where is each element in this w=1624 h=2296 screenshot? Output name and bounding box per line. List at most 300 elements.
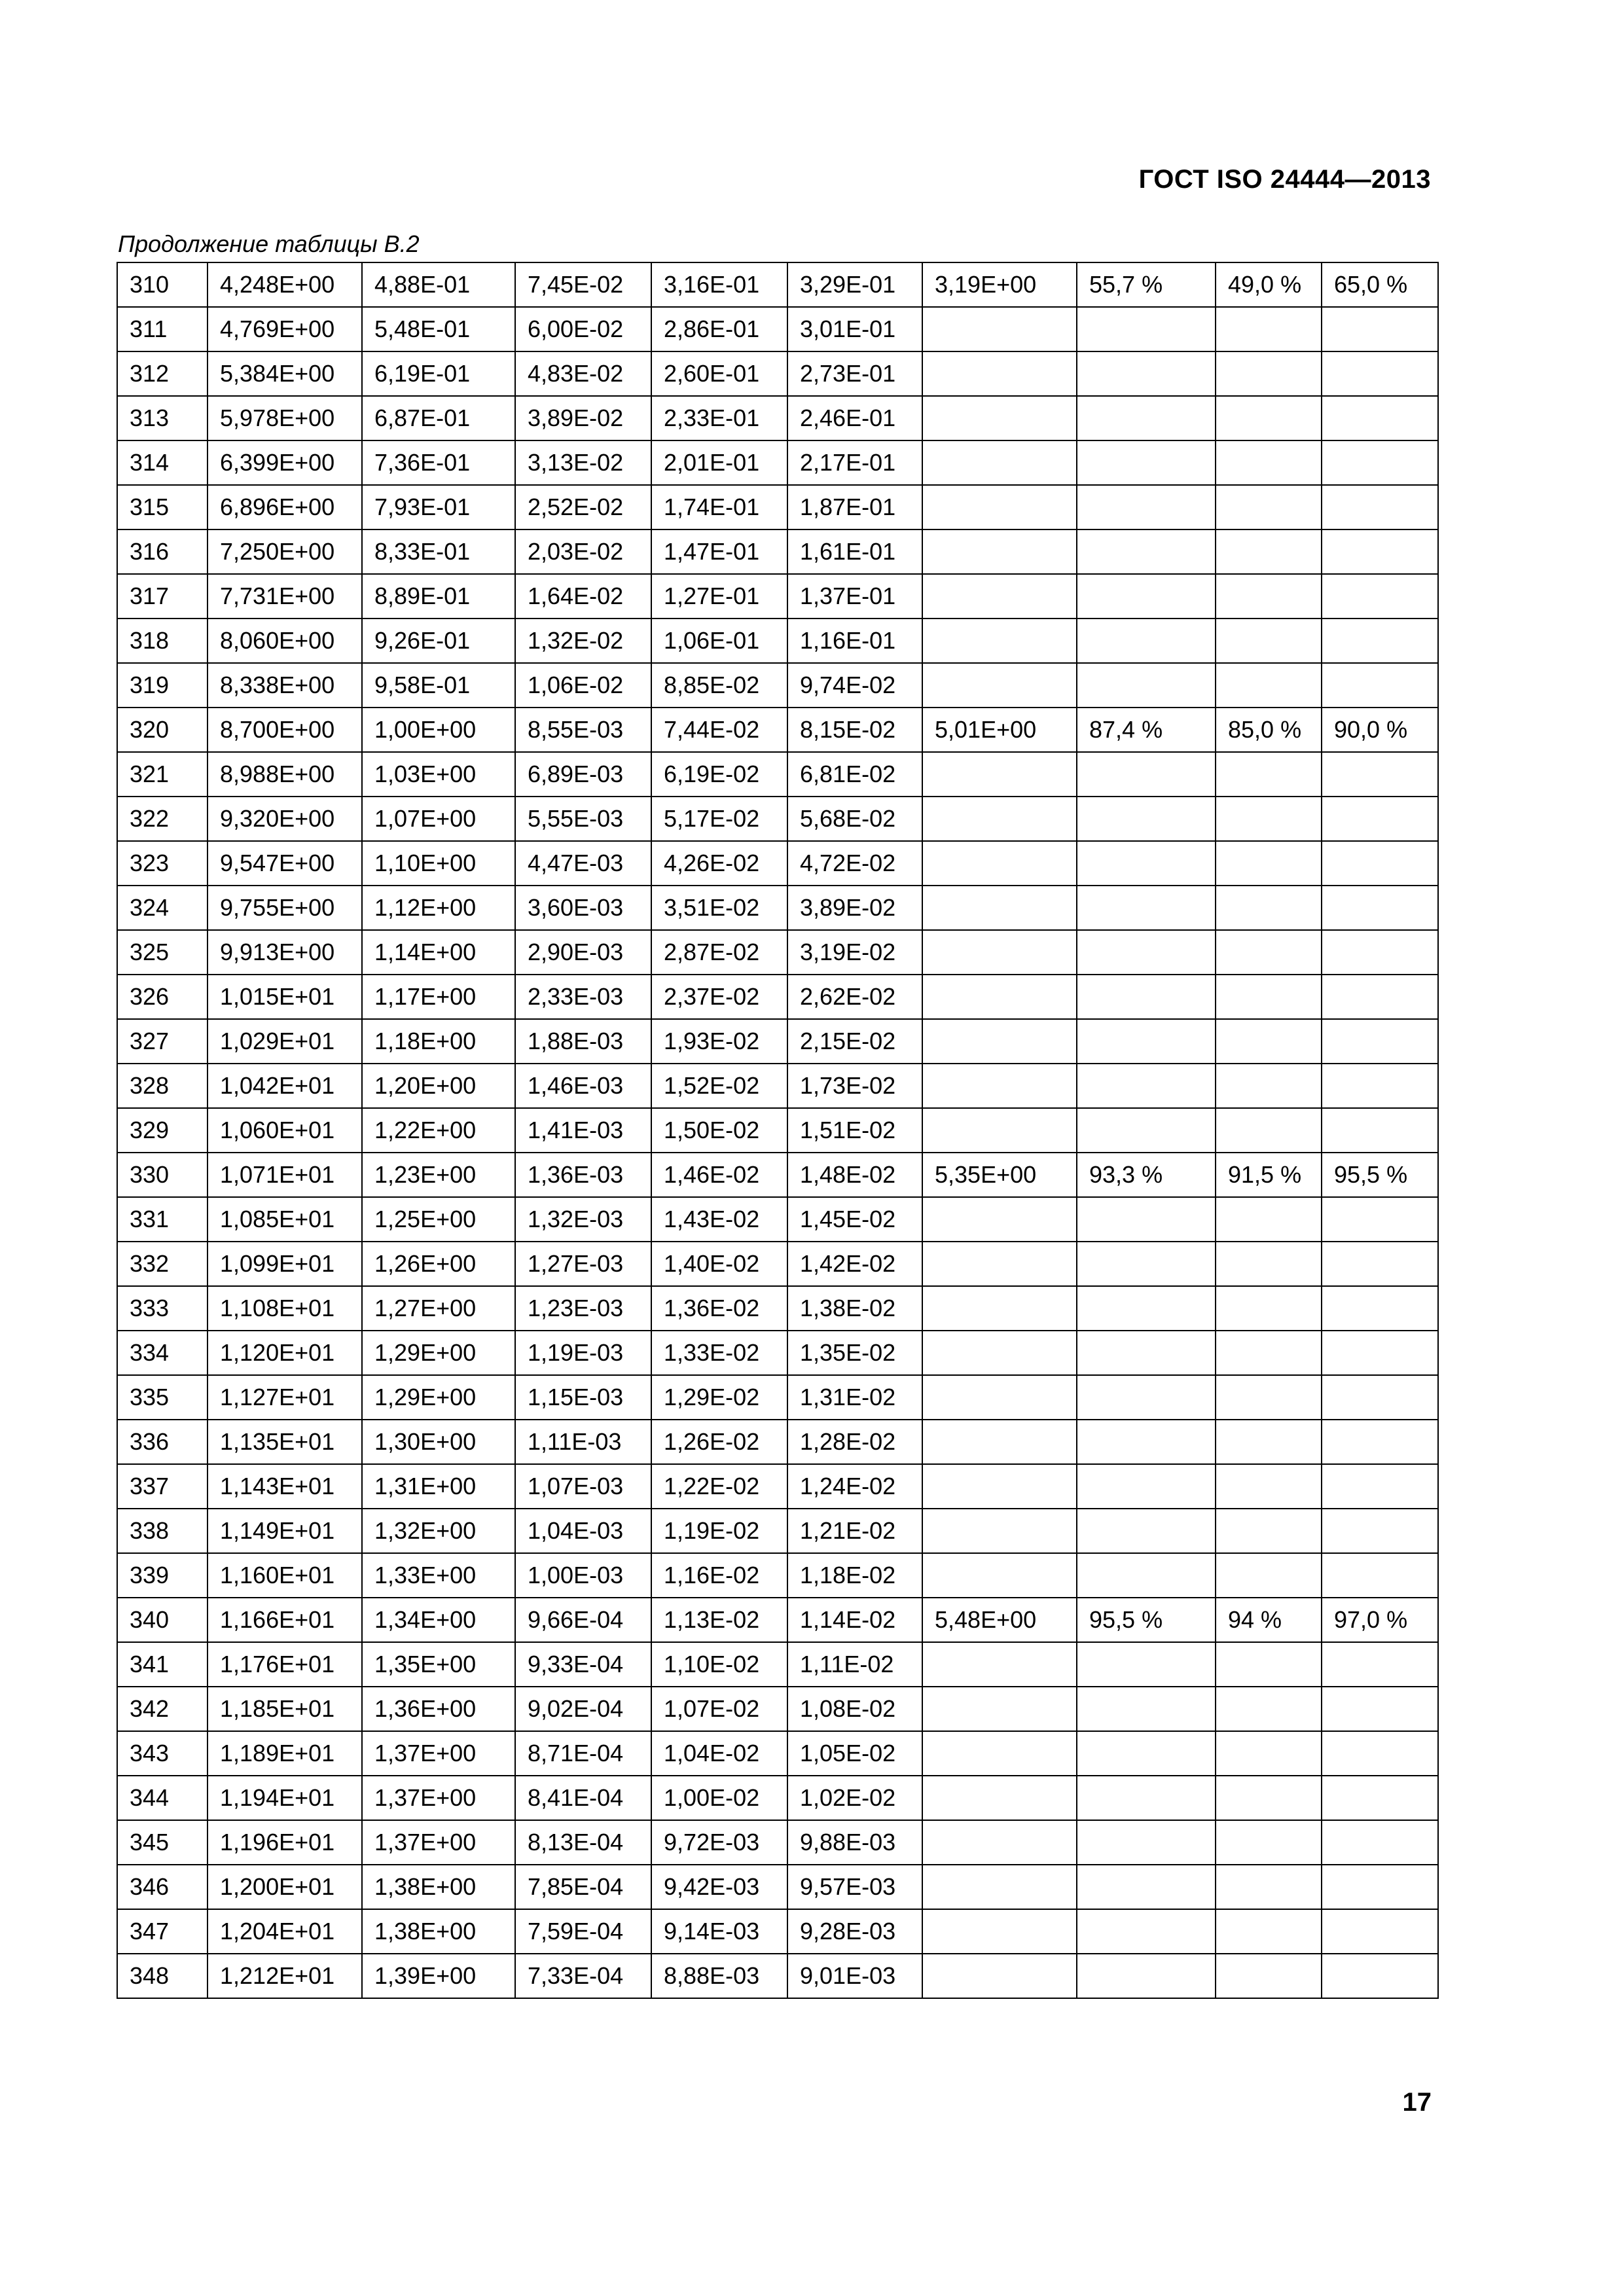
table-cell: 1,47E-01: [651, 529, 787, 574]
table-cell: 9,913E+00: [208, 930, 362, 975]
table-cell: [1322, 351, 1438, 396]
table-cell: [1216, 1865, 1322, 1909]
table-cell: 1,135E+01: [208, 1420, 362, 1464]
table-cell: 49,0 %: [1216, 262, 1322, 307]
table-cell: [1322, 975, 1438, 1019]
table-row: [117, 1420, 1438, 1464]
table-cell: 318: [117, 619, 208, 663]
table-cell: [922, 1242, 1077, 1286]
table-cell: 1,93E-02: [651, 1019, 787, 1064]
table-cell: 9,58E-01: [362, 663, 515, 708]
table-cell: [1322, 1909, 1438, 1954]
table-cell: [1077, 1553, 1216, 1598]
table-cell: [1077, 619, 1216, 663]
table-cell: 3,29E-01: [787, 262, 922, 307]
table-cell: [1077, 1375, 1216, 1420]
table-cell: [1216, 351, 1322, 396]
table-cell: [1077, 1242, 1216, 1286]
table-cell: 1,29E+00: [362, 1331, 515, 1375]
table-cell: 7,731E+00: [208, 574, 362, 619]
table-cell: [922, 752, 1077, 797]
table-cell: 6,19E-01: [362, 351, 515, 396]
table-cell: 320: [117, 708, 208, 752]
table-cell: 338: [117, 1509, 208, 1553]
table-cell: 1,51E-02: [787, 1108, 922, 1153]
table-cell: 1,22E-02: [651, 1464, 787, 1509]
table-cell: [1077, 841, 1216, 886]
table-cell: [1077, 1865, 1216, 1909]
table-cell: 3,89E-02: [515, 396, 651, 440]
table-cell: 93,3 %: [1077, 1153, 1216, 1197]
table-cell: 345: [117, 1820, 208, 1865]
table-cell: 8,33E-01: [362, 529, 515, 574]
table-cell: 1,37E+00: [362, 1776, 515, 1820]
table-cell: 314: [117, 440, 208, 485]
table-cell: [1077, 1064, 1216, 1108]
table-row: [117, 1598, 1438, 1642]
table-cell: 335: [117, 1375, 208, 1420]
table-cell: 1,38E-02: [787, 1286, 922, 1331]
table-cell: [922, 1954, 1077, 1998]
table-cell: 2,15E-02: [787, 1019, 922, 1064]
table-cell: [1322, 797, 1438, 841]
table-cell: [1322, 1019, 1438, 1064]
table-cell: [1322, 574, 1438, 619]
table-cell: 322: [117, 797, 208, 841]
table-cell: [1322, 1108, 1438, 1153]
table-cell: 1,46E-03: [515, 1064, 651, 1108]
table-cell: [1216, 1019, 1322, 1064]
table-cell: 2,52E-02: [515, 485, 651, 529]
table-cell: [1077, 1731, 1216, 1776]
table-cell: [1216, 440, 1322, 485]
table-cell: [1322, 1464, 1438, 1509]
table-cell: 1,40E-02: [651, 1242, 787, 1286]
table-row: [117, 1642, 1438, 1687]
table-cell: 4,72E-02: [787, 841, 922, 886]
table-cell: 341: [117, 1642, 208, 1687]
table-cell: 1,64E-02: [515, 574, 651, 619]
table-cell: 8,15E-02: [787, 708, 922, 752]
table-cell: 1,42E-02: [787, 1242, 922, 1286]
table-cell: 9,26E-01: [362, 619, 515, 663]
table-cell: [1216, 1064, 1322, 1108]
table-cell: [1216, 1687, 1322, 1731]
table-cell: [1322, 1420, 1438, 1464]
table-cell: 340: [117, 1598, 208, 1642]
table-cell: 1,06E-01: [651, 619, 787, 663]
table-cell: 5,384E+00: [208, 351, 362, 396]
table-cell: 1,18E+00: [362, 1019, 515, 1064]
table-cell: 1,05E-02: [787, 1731, 922, 1776]
table-cell: [1077, 1954, 1216, 1998]
table-cell: 1,189E+01: [208, 1731, 362, 1776]
table-cell: 1,17E+00: [362, 975, 515, 1019]
table-cell: 5,978E+00: [208, 396, 362, 440]
table-cell: 3,89E-02: [787, 886, 922, 930]
table-cell: [1216, 529, 1322, 574]
table-cell: 2,37E-02: [651, 975, 787, 1019]
table-cell: 1,07E-02: [651, 1687, 787, 1731]
table-cell: 1,176E+01: [208, 1642, 362, 1687]
table-cell: 7,59E-04: [515, 1909, 651, 1954]
table-row: [117, 663, 1438, 708]
table-cell: 1,28E-02: [787, 1420, 922, 1464]
table-cell: 8,71E-04: [515, 1731, 651, 1776]
table-cell: 2,17E-01: [787, 440, 922, 485]
table-cell: 1,26E-02: [651, 1420, 787, 1464]
table-cell: 2,90E-03: [515, 930, 651, 975]
data-table: [117, 262, 1439, 1999]
table-cell: 1,39E+00: [362, 1954, 515, 1998]
table-cell: [1322, 1776, 1438, 1820]
table-cell: [1322, 841, 1438, 886]
table-cell: 1,143E+01: [208, 1464, 362, 1509]
table-cell: [922, 1064, 1077, 1108]
table-cell: 313: [117, 396, 208, 440]
table-cell: 1,200E+01: [208, 1865, 362, 1909]
table-cell: [1216, 1375, 1322, 1420]
table-cell: [1216, 1553, 1322, 1598]
table-cell: 1,14E-02: [787, 1598, 922, 1642]
table-cell: 1,52E-02: [651, 1064, 787, 1108]
table-cell: 1,25E+00: [362, 1197, 515, 1242]
table-cell: 2,33E-03: [515, 975, 651, 1019]
table-cell: 7,33E-04: [515, 1954, 651, 1998]
table-cell: [922, 1687, 1077, 1731]
table-cell: 1,212E+01: [208, 1954, 362, 1998]
table-cell: 2,73E-01: [787, 351, 922, 396]
page-number: 17: [1402, 2088, 1432, 2117]
table-cell: 1,120E+01: [208, 1331, 362, 1375]
table-row: [117, 396, 1438, 440]
table-cell: 3,51E-02: [651, 886, 787, 930]
table-cell: [1216, 930, 1322, 975]
table-cell: [1322, 1509, 1438, 1553]
table-cell: 9,42E-03: [651, 1865, 787, 1909]
table-row: [117, 1776, 1438, 1820]
table-cell: 311: [117, 307, 208, 351]
table-cell: [1216, 1108, 1322, 1153]
table-body: [117, 262, 1438, 1998]
table-cell: 328: [117, 1064, 208, 1108]
table-cell: 5,68E-02: [787, 797, 922, 841]
table-cell: 2,62E-02: [787, 975, 922, 1019]
table-cell: 9,01E-03: [787, 1954, 922, 1998]
table-cell: [922, 619, 1077, 663]
table-cell: 9,88E-03: [787, 1820, 922, 1865]
table-cell: [1077, 1019, 1216, 1064]
table-cell: 1,37E+00: [362, 1820, 515, 1865]
table-row: [117, 1286, 1438, 1331]
table-cell: 1,04E-02: [651, 1731, 787, 1776]
table-cell: 1,24E-02: [787, 1464, 922, 1509]
table-cell: [1216, 1464, 1322, 1509]
table-cell: 1,015E+01: [208, 975, 362, 1019]
table-cell: [1216, 1331, 1322, 1375]
table-cell: 1,00E-02: [651, 1776, 787, 1820]
table-row: [117, 708, 1438, 752]
table-cell: [922, 1108, 1077, 1153]
table-cell: [1322, 1242, 1438, 1286]
table-cell: [922, 1865, 1077, 1909]
table-cell: [922, 1331, 1077, 1375]
table-row: [117, 574, 1438, 619]
table-row: [117, 1687, 1438, 1731]
table-cell: 1,30E+00: [362, 1420, 515, 1464]
table-cell: [1322, 440, 1438, 485]
table-cell: 4,769E+00: [208, 307, 362, 351]
table-cell: 1,00E-03: [515, 1553, 651, 1598]
table-row: [117, 619, 1438, 663]
table-cell: 1,194E+01: [208, 1776, 362, 1820]
table-row: [117, 1153, 1438, 1197]
table-cell: 1,185E+01: [208, 1687, 362, 1731]
table-cell: 1,19E-02: [651, 1509, 787, 1553]
table-row: [117, 1509, 1438, 1553]
table-row: [117, 1375, 1438, 1420]
table-cell: [1077, 1197, 1216, 1242]
table-cell: [922, 1553, 1077, 1598]
table-cell: 1,099E+01: [208, 1242, 362, 1286]
table-row: [117, 797, 1438, 841]
table-cell: [922, 1642, 1077, 1687]
table-cell: 1,11E-03: [515, 1420, 651, 1464]
table-cell: 3,13E-02: [515, 440, 651, 485]
table-row: [117, 1731, 1438, 1776]
table-cell: 9,320E+00: [208, 797, 362, 841]
table-cell: [1077, 1642, 1216, 1687]
table-cell: 6,87E-01: [362, 396, 515, 440]
table-cell: 1,31E-02: [787, 1375, 922, 1420]
table-cell: 7,250E+00: [208, 529, 362, 574]
table-cell: 9,74E-02: [787, 663, 922, 708]
table-cell: [1077, 307, 1216, 351]
table-cell: 324: [117, 886, 208, 930]
table-cell: [922, 1509, 1077, 1553]
table-cell: [1216, 485, 1322, 529]
table-cell: 85,0 %: [1216, 708, 1322, 752]
table-cell: 9,547E+00: [208, 841, 362, 886]
table-cell: [1322, 1642, 1438, 1687]
table-cell: [1216, 886, 1322, 930]
table-cell: [1077, 1420, 1216, 1464]
table-cell: 5,48E+00: [922, 1598, 1077, 1642]
table-cell: 1,35E-02: [787, 1331, 922, 1375]
table-cell: 1,35E+00: [362, 1642, 515, 1687]
table-row: [117, 975, 1438, 1019]
table-cell: 330: [117, 1153, 208, 1197]
table-cell: 95,5 %: [1322, 1153, 1438, 1197]
table-cell: 2,86E-01: [651, 307, 787, 351]
table-cell: 348: [117, 1954, 208, 1998]
table-cell: [922, 485, 1077, 529]
table-row: [117, 1019, 1438, 1064]
table-cell: 4,248E+00: [208, 262, 362, 307]
table-cell: 87,4 %: [1077, 708, 1216, 752]
table-cell: 1,23E+00: [362, 1153, 515, 1197]
table-cell: 65,0 %: [1322, 262, 1438, 307]
table-cell: 316: [117, 529, 208, 574]
table-row: [117, 1553, 1438, 1598]
table-cell: [1322, 1197, 1438, 1242]
table-cell: [922, 574, 1077, 619]
table-cell: [1077, 886, 1216, 930]
table-cell: [922, 1420, 1077, 1464]
table-cell: 1,38E+00: [362, 1865, 515, 1909]
table-cell: 94 %: [1216, 1598, 1322, 1642]
table-cell: [1322, 886, 1438, 930]
table-row: [117, 1331, 1438, 1375]
table-cell: 7,85E-04: [515, 1865, 651, 1909]
table-cell: [1322, 1687, 1438, 1731]
table-cell: 4,26E-02: [651, 841, 787, 886]
table-cell: 1,36E-03: [515, 1153, 651, 1197]
table-cell: [922, 797, 1077, 841]
table-cell: 319: [117, 663, 208, 708]
table-cell: 312: [117, 351, 208, 396]
table-cell: [1077, 440, 1216, 485]
table-cell: [922, 440, 1077, 485]
table-row: [117, 886, 1438, 930]
table-row: [117, 1108, 1438, 1153]
table-cell: [1077, 975, 1216, 1019]
table-cell: [1077, 1108, 1216, 1153]
table-cell: [1216, 1197, 1322, 1242]
table-cell: [922, 841, 1077, 886]
table-cell: 7,45E-02: [515, 262, 651, 307]
table-cell: 1,41E-03: [515, 1108, 651, 1153]
table-cell: [1216, 1731, 1322, 1776]
table-cell: [1322, 1286, 1438, 1331]
table-cell: [1216, 1642, 1322, 1687]
table-cell: [1322, 1064, 1438, 1108]
table-cell: [922, 1286, 1077, 1331]
table-cell: 1,45E-02: [787, 1197, 922, 1242]
table-row: [117, 1820, 1438, 1865]
table-row: [117, 752, 1438, 797]
table-cell: 1,32E-03: [515, 1197, 651, 1242]
table-cell: 1,19E-03: [515, 1331, 651, 1375]
table-cell: 331: [117, 1197, 208, 1242]
table-cell: 2,33E-01: [651, 396, 787, 440]
table-cell: 336: [117, 1420, 208, 1464]
table-cell: 344: [117, 1776, 208, 1820]
table-cell: 9,57E-03: [787, 1865, 922, 1909]
table-row: [117, 485, 1438, 529]
table-cell: [1077, 1687, 1216, 1731]
table-cell: 1,15E-03: [515, 1375, 651, 1420]
table-cell: 1,33E-02: [651, 1331, 787, 1375]
table-cell: 1,33E+00: [362, 1553, 515, 1598]
table-cell: [1322, 930, 1438, 975]
table-cell: 2,01E-01: [651, 440, 787, 485]
table-cell: [1077, 1286, 1216, 1331]
table-cell: 326: [117, 975, 208, 1019]
table-cell: 7,44E-02: [651, 708, 787, 752]
table-cell: [1216, 1509, 1322, 1553]
table-cell: 8,85E-02: [651, 663, 787, 708]
table-cell: 1,88E-03: [515, 1019, 651, 1064]
table-cell: 8,89E-01: [362, 574, 515, 619]
table-cell: [1216, 1909, 1322, 1954]
table-cell: 3,01E-01: [787, 307, 922, 351]
table-cell: 343: [117, 1731, 208, 1776]
table-cell: 6,19E-02: [651, 752, 787, 797]
table-row: [117, 1954, 1438, 1998]
table-cell: [1322, 1731, 1438, 1776]
table-cell: [922, 1776, 1077, 1820]
table-row: [117, 529, 1438, 574]
table-cell: [1077, 1509, 1216, 1553]
table-cell: 1,37E+00: [362, 1731, 515, 1776]
table-cell: 333: [117, 1286, 208, 1331]
table-cell: 1,060E+01: [208, 1108, 362, 1153]
table-cell: 3,16E-01: [651, 262, 787, 307]
table-cell: 6,896E+00: [208, 485, 362, 529]
table-cell: [1077, 351, 1216, 396]
table-cell: 1,32E-02: [515, 619, 651, 663]
table-cell: 9,755E+00: [208, 886, 362, 930]
table-cell: 342: [117, 1687, 208, 1731]
table-cell: 1,12E+00: [362, 886, 515, 930]
table-cell: 3,19E-02: [787, 930, 922, 975]
table-cell: 1,31E+00: [362, 1464, 515, 1509]
table-cell: 1,07E-03: [515, 1464, 651, 1509]
table-cell: [1322, 529, 1438, 574]
table-cell: [922, 1909, 1077, 1954]
table-cell: 323: [117, 841, 208, 886]
table-cell: [1077, 529, 1216, 574]
table-cell: 1,32E+00: [362, 1509, 515, 1553]
table-cell: 1,03E+00: [362, 752, 515, 797]
table-cell: [1322, 752, 1438, 797]
table-cell: 9,66E-04: [515, 1598, 651, 1642]
table-cell: [922, 886, 1077, 930]
table-row: [117, 1197, 1438, 1242]
table-cell: [922, 1019, 1077, 1064]
table-cell: 6,81E-02: [787, 752, 922, 797]
table-cell: 1,08E-02: [787, 1687, 922, 1731]
table-row: [117, 841, 1438, 886]
table-cell: 8,060E+00: [208, 619, 362, 663]
table-cell: 1,10E+00: [362, 841, 515, 886]
table-cell: 8,55E-03: [515, 708, 651, 752]
table-cell: 91,5 %: [1216, 1153, 1322, 1197]
table-cell: [1322, 1820, 1438, 1865]
table-cell: 1,16E-02: [651, 1553, 787, 1598]
table-cell: [922, 1820, 1077, 1865]
table-row: [117, 351, 1438, 396]
table-cell: 2,46E-01: [787, 396, 922, 440]
table-cell: 1,48E-02: [787, 1153, 922, 1197]
table-cell: 1,27E-03: [515, 1242, 651, 1286]
table-cell: 8,13E-04: [515, 1820, 651, 1865]
table-cell: 1,50E-02: [651, 1108, 787, 1153]
table-cell: [1216, 975, 1322, 1019]
table-cell: 1,108E+01: [208, 1286, 362, 1331]
table-cell: 1,34E+00: [362, 1598, 515, 1642]
table-cell: 1,61E-01: [787, 529, 922, 574]
table-cell: 1,127E+01: [208, 1375, 362, 1420]
table-cell: 8,88E-03: [651, 1954, 787, 1998]
table-row: [117, 440, 1438, 485]
table-row: [117, 262, 1438, 307]
table-cell: [1216, 574, 1322, 619]
table-row: [117, 1242, 1438, 1286]
table-cell: 6,399E+00: [208, 440, 362, 485]
table-cell: 2,60E-01: [651, 351, 787, 396]
